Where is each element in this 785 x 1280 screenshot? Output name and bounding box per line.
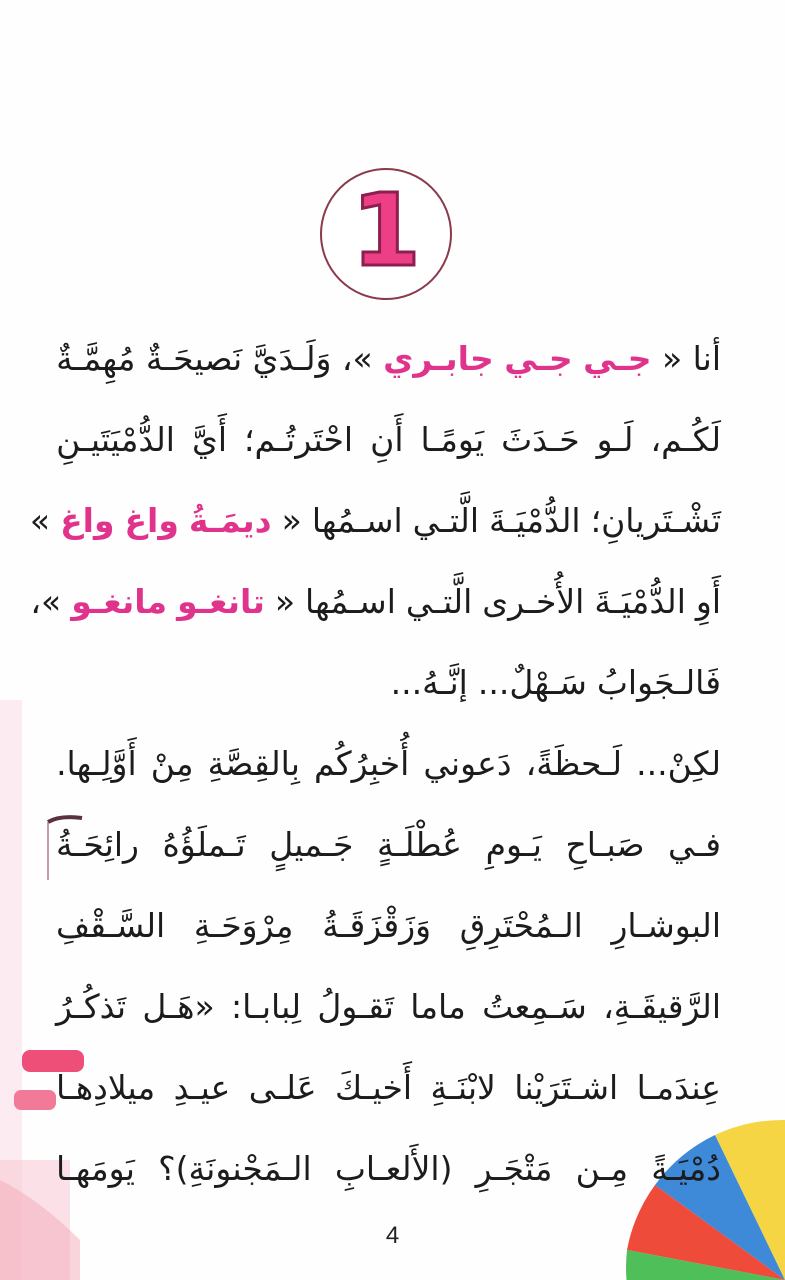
text-word: »، — [30, 582, 62, 621]
text-line — [56, 1128, 721, 1209]
text-word: » — [29, 501, 51, 540]
text-word: الأُخـرى — [482, 582, 585, 621]
text-word: عيـدِ — [173, 1068, 231, 1107]
text-word: مِرْوَحَـةِ — [193, 906, 294, 945]
text-word: أَيَّ — [192, 420, 227, 459]
text-word: تَذكُـرُ — [56, 987, 127, 1026]
text-word: احْتَرتُـم؛ — [244, 420, 354, 459]
text-word: اسـمُها — [305, 582, 396, 621]
text-word: صَبـاحِ — [565, 825, 645, 864]
highlighted-name: مانغـو — [71, 582, 168, 621]
text-word: سَـمِعتُ — [482, 987, 587, 1026]
text-word: يَـومِ — [485, 825, 542, 864]
text-word: الدُّمْيَـةَ — [594, 582, 686, 621]
text-word: الـمَجْنونَةِ)؟ — [158, 1149, 312, 1188]
text-word: لابْنَـةِ — [430, 1068, 496, 1107]
text-word: وَزَقْزَقَـةُ — [322, 906, 432, 945]
text-word: فـي — [668, 825, 721, 864]
text-word: حَـدَثَ — [501, 420, 580, 459]
text-word: عِندَمـا — [636, 1068, 721, 1107]
highlighted-name: واغ — [60, 501, 115, 540]
text-word: أَخيـكَ — [335, 1068, 413, 1107]
text-line — [56, 804, 721, 885]
text-word: إنَّـهُ... — [390, 663, 468, 702]
text-word: نَصيحَـةٌ — [145, 339, 243, 378]
text-word: جَـميلٍ — [269, 825, 354, 864]
text-word: أنا — [692, 339, 721, 378]
text-word: لَـو — [596, 420, 634, 459]
text-word: لَكُـم، — [650, 420, 721, 459]
highlighted-name: تانغـو — [177, 582, 265, 621]
text-word: الدُّمْيَـةَ — [489, 501, 581, 540]
highlighted-name: واغ — [124, 501, 179, 540]
chapter-number: 1 — [351, 172, 421, 289]
text-word: الَّتـي — [412, 501, 480, 540]
text-line — [56, 1047, 721, 1128]
text-word: لَـحظَةً، — [525, 744, 623, 783]
text-word: مَتْجَـرِ — [475, 1149, 553, 1188]
text-word: لِبابـا: — [231, 987, 302, 1026]
text-word: سَـهْلٌ... — [477, 663, 587, 702]
text-word: تَقـولُ — [317, 987, 394, 1026]
text-word: تَـملَؤُهُ — [162, 825, 246, 864]
text-line — [56, 318, 721, 399]
text-word: أَوَّلِـها. — [56, 744, 137, 783]
text-word: فَالـجَوابُ — [596, 663, 721, 702]
text-word: « — [281, 501, 302, 540]
text-word: عُطْلَـةٍ — [376, 825, 462, 864]
text-word: يَومَهـا — [56, 1149, 135, 1188]
text-word: أَوِ — [695, 582, 721, 621]
highlighted-name: جابـري — [383, 339, 494, 378]
text-line — [56, 723, 721, 804]
story-text — [29, 318, 721, 1209]
text-word: »، — [341, 339, 373, 378]
chapter-number-badge — [320, 168, 452, 300]
text-word: رائِحَـةُ — [56, 825, 139, 864]
text-line — [56, 399, 721, 480]
text-word: ميلادِهـا — [56, 1068, 156, 1107]
text-line — [30, 561, 721, 642]
text-word: الـمُحْتَرِقِ — [459, 906, 583, 945]
text-word: ماما — [410, 987, 466, 1026]
text-word: يَومًـا — [420, 420, 485, 459]
text-word: أَنِ — [370, 420, 404, 459]
text-word: الَّتـي — [405, 582, 473, 621]
text-word: اشـتَرَيْنا — [514, 1068, 619, 1107]
text-word: (الأَلعـابِ — [334, 1149, 453, 1188]
highlighted-name: جـي — [504, 339, 573, 378]
highlighted-name: ديمَـةُ — [188, 501, 272, 540]
text-word: « — [274, 582, 296, 621]
text-word: البوشـارِ — [611, 906, 721, 945]
text-word: السَّـقْفِ — [56, 906, 166, 945]
text-word: « — [661, 339, 683, 378]
text-word: أُخبِرُكُم — [313, 744, 410, 783]
text-word: وَلَـدَيَّ — [252, 339, 332, 378]
page-number: 4 — [385, 1222, 400, 1249]
text-word: بِالقِصَّةِ — [207, 744, 300, 783]
text-word: دَعوني — [423, 744, 512, 783]
text-line — [29, 480, 721, 561]
text-word: اسـمُها — [311, 501, 403, 540]
text-word: عَلـى — [248, 1068, 317, 1107]
text-word: الدُّمْيَتَيـنِ — [56, 420, 175, 459]
text-word: مِـن — [575, 1149, 629, 1188]
text-word: مُهِمَّـةٌ — [56, 339, 136, 378]
text-word: مِنْ — [150, 744, 194, 783]
highlighted-name: جـي — [583, 339, 652, 378]
text-line — [56, 642, 721, 723]
text-line — [56, 966, 721, 1047]
text-line — [56, 885, 721, 966]
text-word: الرَّقيقَـةِ، — [603, 987, 721, 1026]
text-word: لكِنْ... — [636, 744, 721, 783]
text-word: «هَـل — [142, 987, 215, 1026]
text-word: تَشْـتَريانِ؛ — [590, 501, 721, 540]
text-word: دُمْيَـةً — [651, 1149, 721, 1188]
